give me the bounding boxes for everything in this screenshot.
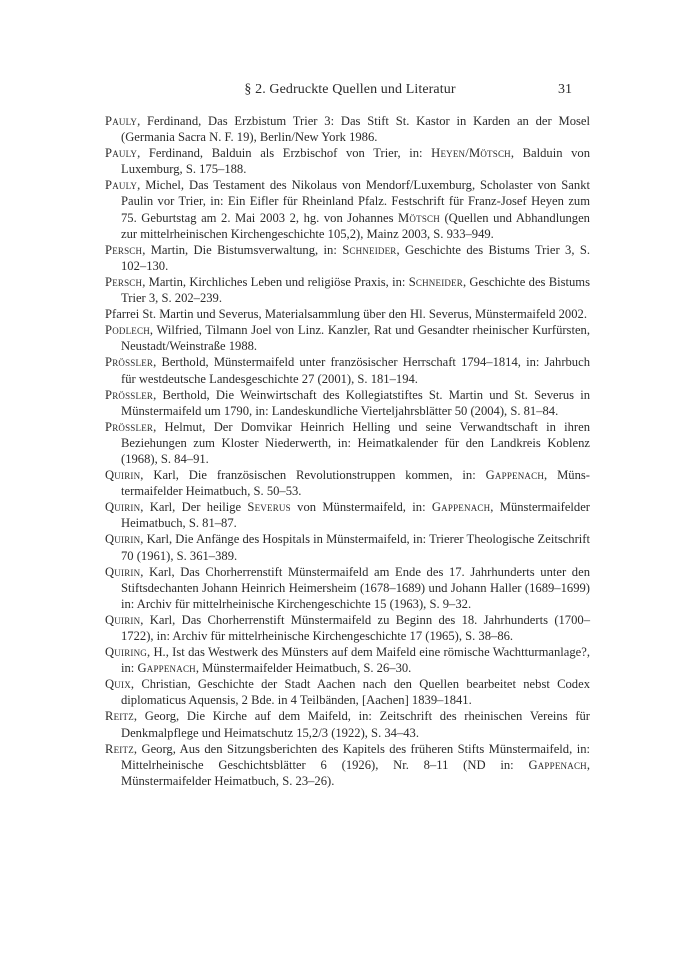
bib-entry	[105, 499, 590, 531]
entry-tail: , Geschichte des Bistums Trier 3, S. 202–239.	[121, 274, 590, 306]
entry-author: Quirin	[105, 564, 141, 579]
entry-text: , Martin, Die Bistumsverwaltung, in:	[142, 242, 343, 257]
entry-ref: Heyen/Mötsch	[431, 146, 511, 161]
entry-author: Quirin	[105, 468, 141, 483]
entry-text: , Karl, Die Anfänge des Hospitals in Münstermaifeld, in: Trierer Theologische Zeitschrift 70 (1961), S. 361–389.	[121, 532, 590, 563]
entry-ref: Gappenach	[485, 468, 545, 483]
entry-author: Reitz	[105, 741, 134, 756]
bib-entry	[105, 177, 590, 241]
entry-author: Pauly	[105, 114, 138, 128]
entry-text: , Berthold, Die Weinwirtschaft des Kollegiatstiftes St. Martin und St. Severus in Münstermaifeld um 1790, in: Landeskundliche Vierteljahrsblätter 50 (2004), S. 81–84.	[121, 387, 590, 418]
bibliography-list	[105, 113, 590, 789]
entry-ref: Schneider	[342, 242, 397, 257]
bib-entry	[105, 644, 590, 676]
bib-entry	[105, 242, 590, 274]
entry-text: , Ferdinand, Balduin als Erzbischof von Trier, in:	[137, 146, 432, 161]
entry-text: , Karl, Das Chorherrenstift Münstermaifeld am Ende des 17. Jahrhunderts unter den Stiftsdechanten Johann Heinrich Heimersheim (1678–1689) und Johann Haller (1689–1699) in: Archiv für mittelrheinische Kirchengeschichte 15 (1963), S. 9–32.	[121, 564, 590, 611]
entry-text: , Michel, Das Testament des Nikolaus von Mendorf/Luxemburg, Scholaster von Sankt Paulin vor Trier, in: Ein Eifler für Rheinland Pfalz. Festschrift für Franz-Josef Heyen zum 75. Geburtstag am 2. Mai 2003 2, hg. von Johannes	[121, 178, 590, 225]
bib-entry	[105, 387, 590, 419]
entry-text: Pfarrei St. Martin und Severus, Materialsammlung über den Hl. Severus, Münstermaifeld 2002.	[105, 307, 587, 322]
entry-ref: Severus	[247, 500, 291, 515]
entry-author: Podlech	[105, 323, 150, 338]
bib-entry	[105, 419, 590, 467]
entry-text: , Georg, Aus den Sitzungsberichten des Kapitels des früheren Stifts Münstermaifeld, in: Mittelrheinische Geschichtsblätter 6 (1926), Nr. 8–11 (ND in:	[121, 741, 590, 772]
entry-text: , Martin, Kirchliches Leben und religiöse Praxis, in:	[142, 274, 409, 289]
entry-text: , Christian, Geschichte der Stadt Aachen nach den Quellen bearbeitet nebst Codex diplomaticus Aquensis, 2 Bde. in 4 Teilbänden, [Aachen] 1839–1841.	[121, 677, 590, 708]
entry-author: Prössler	[105, 387, 154, 402]
entry-ref: Schneider	[408, 274, 463, 289]
entry-text: , H., Ist das Westwerk des Münsters auf dem Maifeld eine römische Wachtturmanlage?, in:	[121, 645, 590, 676]
entry-ref: Gappenach	[528, 757, 587, 772]
entry-author: Persch	[105, 274, 143, 289]
bib-entry	[105, 113, 590, 145]
bib-entry	[105, 708, 590, 740]
entry-tail: von Münstermaifeld, in:	[290, 500, 432, 515]
bib-entry	[105, 741, 590, 789]
bib-entry	[105, 145, 590, 177]
entry-ref: Gappenach	[137, 661, 196, 676]
entry-text: , Karl, Das Chorherrenstift Münstermaifeld zu Beginn des 18. Jahrhunderts (1700–1722), in: Archiv für mittelrheinische Kirchengeschichte 17 (1965), S. 38–86.	[121, 612, 590, 643]
bib-entry	[105, 322, 590, 354]
entry-author: Pauly	[105, 178, 138, 193]
entry-author: Quix	[105, 677, 131, 692]
entry-ref: Gappenach	[431, 500, 491, 515]
bib-entry	[105, 306, 590, 322]
entry-author: Pauly	[105, 146, 138, 161]
entry-ref: Mötsch	[398, 210, 440, 225]
entry-tail: (Quellen und Abhandlungen zur mittelrheinischen Kirchengeschichte 105,2), Mainz 2003, S. 933–949.	[121, 210, 590, 241]
entry-tail: , Münstermaifelder Heimatbuch, S. 26–30.	[195, 661, 412, 676]
entry-author: Quiring	[105, 645, 147, 660]
running-title: § 2. Gedruckte Quellen und Literatur	[244, 82, 456, 97]
bib-entry	[105, 354, 590, 386]
entry-author: Prössler	[105, 355, 154, 370]
bib-entry	[105, 676, 590, 708]
entry-text: , Wilfried, Tilmann Joel von Linz. Kanzler, Rat und Gesandter rheinischer Kurfürsten, Neustadt/Weinstraße 1988.	[121, 323, 590, 354]
entry-tail: , Münstermaifelder Heimatbuch, S. 81–87.	[121, 500, 590, 531]
bib-entry	[105, 274, 590, 306]
bib-entry	[105, 564, 590, 612]
running-header	[0, 82, 700, 104]
page-number: 31	[558, 82, 572, 97]
entry-author: Prössler	[105, 419, 154, 434]
entry-text: , Berthold, Münstermaifeld unter französischer Herrschaft 1794–1814, in: Jahrbuch für westdeutsche Landesgeschichte 27 (2001), S. 181–194.	[121, 355, 590, 386]
entry-author: Quirin	[105, 612, 141, 627]
entry-tail: , Geschichte des Bistums Trier 3, S. 102–130.	[121, 242, 590, 273]
entry-author: Reitz	[105, 709, 134, 724]
entry-tail: , Münstermaifelder Heimatbuch, S. 50–53.	[121, 468, 590, 499]
entry-text: , Ferdinand, Das Erzbistum Trier 3: Das Stift St. Kastor in Karden an der Mosel (Germania Sacra N. F. 19), Berlin/New York 1986.	[121, 114, 590, 145]
entry-author: Quirin	[105, 532, 141, 547]
bib-entry	[105, 612, 590, 644]
entry-author: Quirin	[105, 500, 141, 515]
entry-text: , Karl, Die französischen Revolutionstruppen kommen, in:	[140, 468, 486, 483]
entry-text: , Helmut, Der Domvikar Heinrich Helling und seine Verwandtschaft in ihren Beziehungen zum Kloster Niederwerth, in: Heimatkalender für den Landkreis Koblenz (1968), S. 84–91.	[121, 419, 590, 466]
entry-text: , Georg, Die Kirche auf dem Maifeld, in: Zeitschrift des rheinischen Vereins für Denkmalpflege und Heimatschutz 15,2/3 (1922), S. 34–43.	[121, 709, 590, 740]
entry-tail: , Balduin von Luxemburg, S. 175–188.	[121, 146, 591, 177]
bib-entry	[105, 467, 590, 499]
bib-entry	[105, 531, 590, 563]
entry-author: Persch	[105, 242, 143, 257]
entry-tail: , Münstermaifelder Heimatbuch, S. 23–26).	[121, 757, 590, 788]
entry-text: , Karl, Der heilige	[140, 500, 248, 515]
